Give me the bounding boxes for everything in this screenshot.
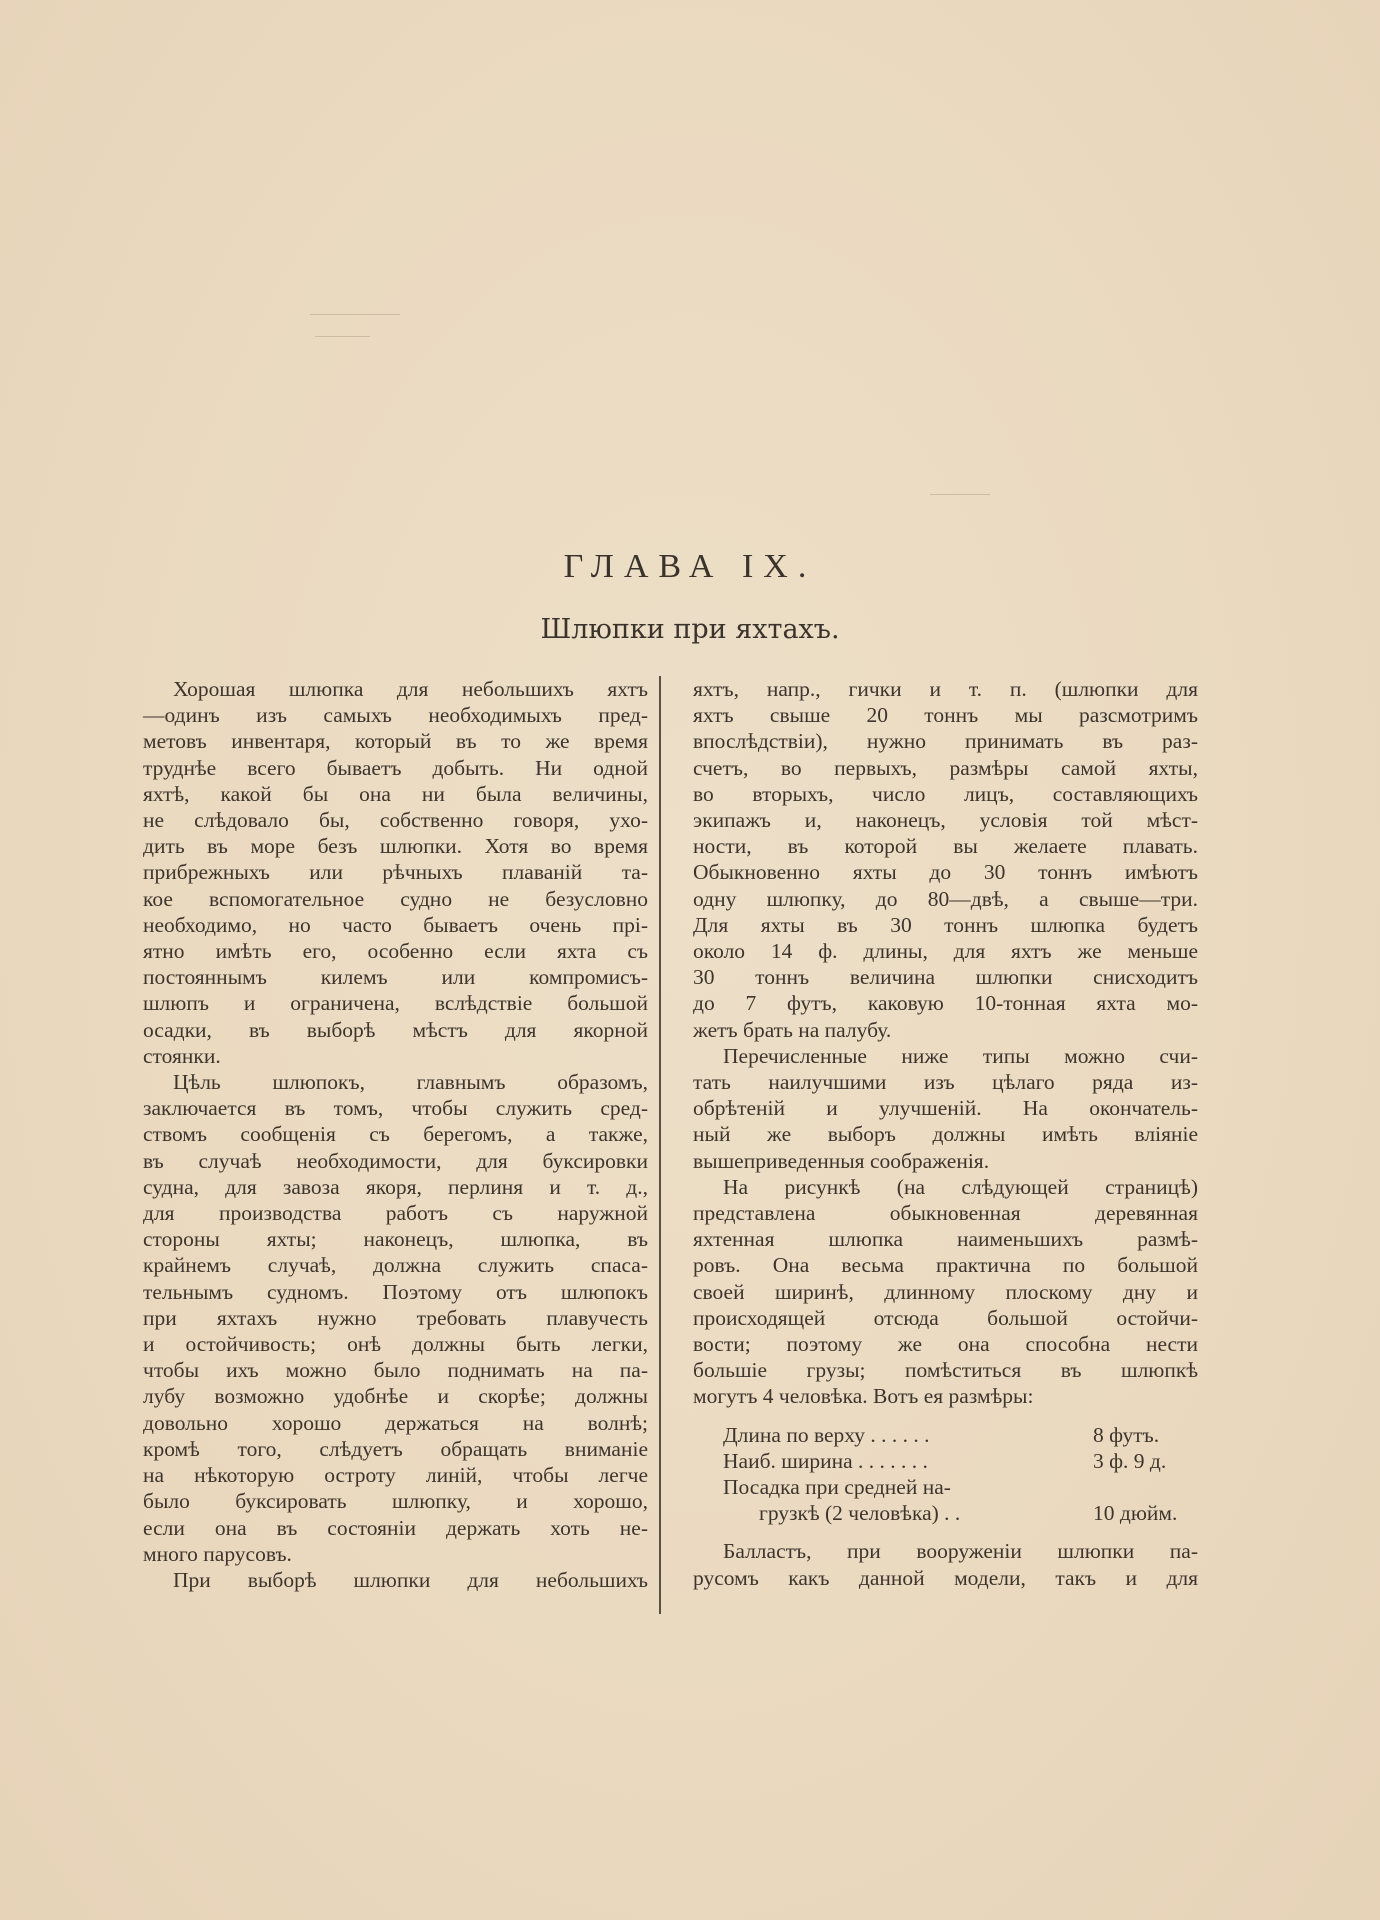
- text-line: могутъ 4 человѣка. Вотъ ея размѣры:: [693, 1384, 1034, 1409]
- text-line: судна, для завоза якоря, перлиня и т. д.,: [143, 1174, 648, 1199]
- text-line: Хорошая шлюпка для небольшихъ яхтъ: [173, 677, 648, 701]
- dimensions-table: [693, 1422, 1198, 1527]
- text-line: яхтенная шлюпка наименьшихъ размѣ-: [693, 1227, 1198, 1252]
- text-line: заключается въ томъ, чтобы служить сред-: [143, 1096, 648, 1121]
- dimension-value: 3 ф. 9 д.: [1093, 1448, 1167, 1473]
- text-line: жетъ брать на палубу.: [693, 1017, 892, 1042]
- text-line: при яхтахъ нужно требовать плавучесть: [143, 1305, 648, 1330]
- text-line: много парусовъ.: [143, 1541, 292, 1566]
- text-line: русомъ какъ данной модели, такъ и для: [693, 1565, 1198, 1590]
- dimension-label: грузкѣ (2 человѣка) . .: [759, 1501, 961, 1526]
- text-line: экипажъ и, наконецъ, условія той мѣст-: [693, 808, 1198, 833]
- dimension-label: Длина по верху . . . . . .: [723, 1422, 930, 1447]
- text-line: ятно имѣть его, особенно если яхта съ: [143, 939, 648, 964]
- text-line: во вторыхъ, число лицъ, составляющихъ: [693, 781, 1198, 806]
- text-line: до 7 футъ, каковую 10-тонная яхта мо-: [693, 991, 1198, 1016]
- text-line: впослѣдствіи), нужно принимать въ раз-: [693, 729, 1198, 754]
- text-line: прибрежныхъ или рѣчныхъ плаваній та-: [143, 860, 648, 885]
- text-line: Обыкновенно яхты до 30 тоннъ имѣютъ: [693, 860, 1198, 885]
- text-line: яхтѣ, какой бы она ни была величины,: [143, 781, 648, 806]
- text-line: въ случаѣ необходимости, для буксировки: [143, 1148, 648, 1173]
- dimension-label: Посадка при средней на-: [723, 1475, 951, 1500]
- text-line: если она въ состояніи держать хоть не-: [143, 1515, 648, 1540]
- dimension-row: [723, 1422, 1198, 1448]
- text-line: лубу возможно удобнѣе и скорѣе; должны: [143, 1384, 648, 1409]
- chapter-number: ГЛАВА IX.: [563, 548, 817, 585]
- text-line: ровъ. Она весьма практична по большой: [693, 1253, 1198, 1278]
- text-line: Цѣль шлюпокъ, главнымъ образомъ,: [173, 1070, 648, 1095]
- text-line: для производства работъ съ наружной: [143, 1201, 648, 1226]
- dimension-value: 10 дюйм.: [1093, 1501, 1178, 1526]
- text-line: вышеприведенныя соображенія.: [693, 1148, 990, 1173]
- text-line: постояннымъ килемъ или компромисъ-: [143, 965, 648, 990]
- chapter-title: Шлюпки при яхтахъ.: [540, 614, 840, 645]
- text-line: своей ширинѣ, длинному плоскому дну и: [693, 1279, 1198, 1304]
- text-line: счетъ, во первыхъ, размѣры самой яхты,: [693, 755, 1198, 780]
- text-line: тельнымъ судномъ. Поэтому отъ шлюпокъ: [143, 1279, 648, 1304]
- dimension-value: [1093, 1474, 1198, 1500]
- text-line: большіе грузы; помѣститься въ шлюпкѣ: [693, 1358, 1198, 1383]
- text-line: ности, въ которой вы желаете плавать.: [693, 834, 1198, 859]
- text-line: обрѣтеній и улучшеній. На окончатель-: [693, 1096, 1198, 1121]
- text-line: Перечисленные ниже типы можно счи-: [723, 1043, 1198, 1068]
- paragraph: [143, 676, 648, 1069]
- text-line: было буксировать шлюпку, и хорошо,: [143, 1489, 648, 1514]
- text-line: около 14 ф. длины, для яхтъ же меньше: [693, 939, 1198, 964]
- text-line: труднѣе всего бываетъ добыть. Ни одной: [143, 755, 648, 780]
- text-line: шлюпъ и ограничена, вслѣдствіе большой: [143, 991, 648, 1016]
- dimension-row: [723, 1500, 1198, 1526]
- text-line: кое вспомогательное судно не безусловно: [143, 886, 648, 911]
- paragraph: [693, 1538, 1198, 1590]
- text-line: одну шлюпку, до 80—двѣ, а свыше—три.: [693, 886, 1198, 911]
- left-column: [143, 676, 648, 1593]
- text-line: крайнемъ случаѣ, должна служить спаса-: [143, 1253, 648, 1278]
- paragraph: [693, 1043, 1198, 1174]
- column-divider: [659, 676, 661, 1614]
- text-line: довольно хорошо держаться на волнѣ;: [143, 1410, 648, 1435]
- dimension-row: [723, 1474, 1198, 1500]
- text-line: стороны яхты; наконецъ, шлюпка, въ: [143, 1227, 648, 1252]
- paragraph: [143, 1069, 648, 1567]
- text-line: —одинъ изъ самыхъ необходимыхъ пред-: [143, 703, 648, 728]
- paragraph: [693, 1174, 1198, 1410]
- text-line: дить въ море безъ шлюпки. Хотя во время: [143, 834, 648, 859]
- text-line: ствомъ сообщенія съ берегомъ, а также,: [143, 1122, 648, 1147]
- bleed-through-mark: [310, 314, 400, 315]
- text-line: яхтъ, напр., гички и т. п. (шлюпки для: [693, 677, 1198, 701]
- bleed-through-mark: [930, 494, 990, 495]
- text-line: чтобы ихъ можно было поднимать на па-: [143, 1358, 648, 1383]
- text-line: осадки, въ выборѣ мѣстъ для якорной: [143, 1017, 648, 1042]
- text-line: яхтъ свыше 20 тоннъ мы разсмотримъ: [693, 703, 1198, 728]
- text-line: Балластъ, при вооруженіи шлюпки па-: [723, 1539, 1198, 1564]
- text-line: Для яхты въ 30 тоннъ шлюпка будетъ: [693, 912, 1198, 937]
- dimension-label: Наиб. ширина . . . . . . .: [723, 1448, 928, 1473]
- dimension-value: 8 футъ.: [1093, 1422, 1160, 1447]
- text-line: кромѣ того, слѣдуетъ обращать вниманіе: [143, 1436, 648, 1461]
- text-line: на нѣкоторую остроту линій, чтобы легче: [143, 1463, 648, 1488]
- text-line: необходимо, но часто бываетъ очень прі-: [143, 912, 648, 937]
- text-line: При выборѣ шлюпки для небольшихъ: [173, 1567, 648, 1592]
- text-line: происходящей отсюда большой остойчи-: [693, 1305, 1198, 1330]
- text-line: представлена обыкновенная деревянная: [693, 1201, 1198, 1226]
- right-column: [693, 676, 1198, 1591]
- text-line: тать наилучшими изъ цѣлаго ряда из-: [693, 1070, 1198, 1095]
- text-line: ный же выборъ должны имѣть вліяніе: [693, 1122, 1198, 1147]
- dimension-row: [723, 1448, 1198, 1474]
- text-line: 30 тоннъ величина шлюпки снисходитъ: [693, 965, 1198, 990]
- text-line: и остойчивость; онѣ должны быть легки,: [143, 1332, 648, 1357]
- text-line: не слѣдовало бы, собственно говоря, ухо-: [143, 808, 648, 833]
- text-line: вости; поэтому же она способна нести: [693, 1332, 1198, 1357]
- text-line: стоянки.: [143, 1043, 221, 1068]
- text-line: На рисункѣ (на слѣдующей страницѣ): [723, 1174, 1198, 1199]
- text-line: метовъ инвентаря, который въ то же время: [143, 729, 648, 754]
- paragraph: [693, 676, 1198, 1043]
- paragraph: [143, 1567, 648, 1593]
- bleed-through-mark: [315, 336, 370, 337]
